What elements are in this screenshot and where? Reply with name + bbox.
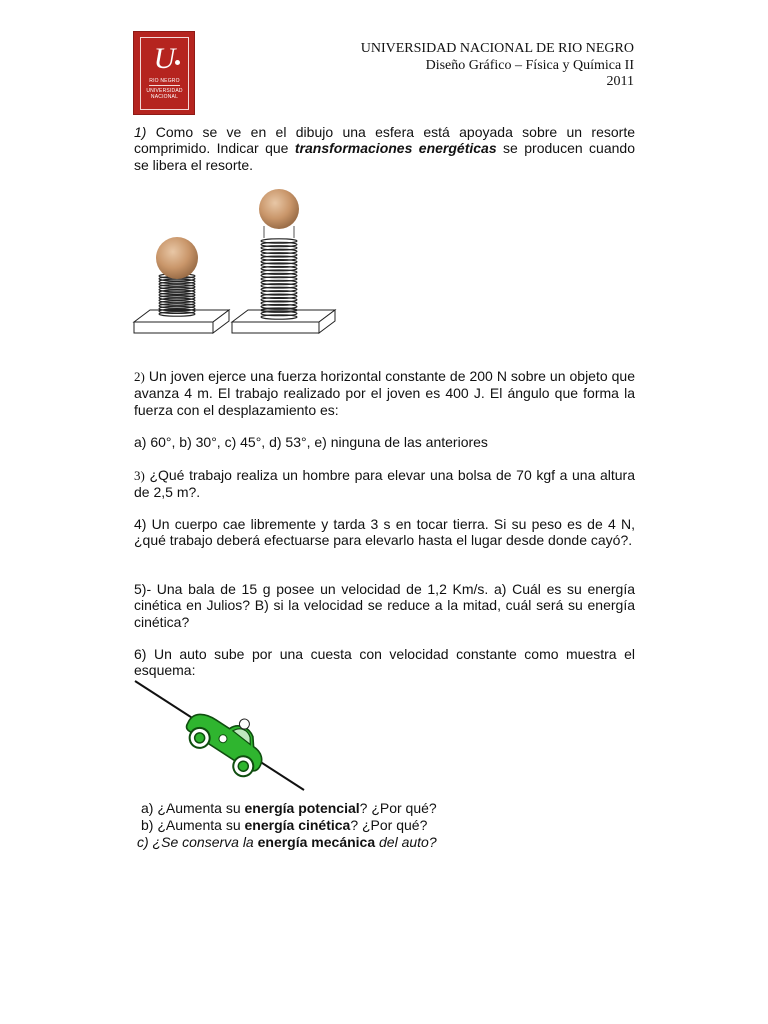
header-year: 2011 <box>606 74 634 89</box>
logo-frame <box>140 37 189 110</box>
logo-divider <box>149 85 180 86</box>
question-1-text-b: se producen cuando se libera el resorte. <box>134 140 635 173</box>
question-1-text-a: Como se ve en el dibujo una esfera está apoyada sobre un resorte comprimido. Indicar que <box>134 124 635 157</box>
question-6-a <box>141 800 437 816</box>
question-1 <box>134 124 635 173</box>
left-ball <box>156 237 198 279</box>
q6b-pre: b) ¿Aumenta su <box>141 817 245 833</box>
q6c-pre: c) ¿Se conserva la <box>137 834 258 850</box>
question-1-number: 1) <box>134 124 147 140</box>
question-1-bold: transformaciones energéticas <box>294 140 497 157</box>
logo-letter: U <box>153 42 176 75</box>
logo-text-universidad: UNIVERSIDAD <box>146 88 183 94</box>
q6b-bold: energía cinética <box>244 817 351 833</box>
question-6: 6) Un auto sube por una cuesta con velocidad constante como muestra el esquema: <box>134 646 635 679</box>
university-logo <box>133 31 195 115</box>
logo-text-rio-negro: RIO NEGRO <box>149 78 180 84</box>
question-3-text: ¿Qué trabajo realiza un hombre para elevar una bolsa de 70 kgf a una altura de 2,5 m?. <box>134 467 635 501</box>
question-4: 4) Un cuerpo cae libremente y tarda 3 s en tocar tierra. Si su peso es de 4 N, ¿qué trabajo deberá efectuarse para elevarlo hasta el lugar desde donde cayó?. <box>134 516 635 549</box>
header-course: Diseño Gráfico – Física y Química II <box>425 57 634 73</box>
logo-dot <box>175 60 180 65</box>
document-header <box>361 41 634 91</box>
q6a-post: ? ¿Por qué? <box>359 800 437 816</box>
question-5: 5)- Una bala de 15 g posee un velocidad de 1,2 Km/s. a) Cuál es su energía cinética en Julios? B) si la velocidad se reduce a la mitad, cuál será su energía cinética? <box>134 581 635 630</box>
q6c-bold: energía mecánica <box>257 834 376 850</box>
q6a-bold: energía potencial <box>244 800 360 816</box>
question-3-number: 3) <box>134 468 145 483</box>
question-6-b <box>141 817 427 833</box>
car-slope-figure <box>132 678 312 794</box>
q6c-post: del auto? <box>375 834 437 850</box>
q6a-pre: a) ¿Aumenta su <box>141 800 245 816</box>
right-ball <box>259 189 299 229</box>
green-car <box>179 694 277 783</box>
question-2-text: Un joven ejerce una fuerza horizontal constante de 200 N sobre un objeto que avanza 4 m. El trabajo realizado por el joven es 400 J. El ángulo que forma la fuerza con el desplazamiento es: <box>134 368 635 418</box>
q6b-post: ? ¿Por qué? <box>350 817 428 833</box>
released-spring <box>261 239 297 319</box>
header-university: UNIVERSIDAD NACIONAL DE RIO NEGRO <box>360 41 634 56</box>
question-2-options: a) 60°, b) 30°, c) 45°, d) 53°, e) ninguna de las anteriores <box>134 434 488 450</box>
question-2-number: 2) <box>134 369 145 384</box>
question-6-c <box>137 834 437 850</box>
right-base <box>232 310 335 333</box>
springs-figure <box>130 186 340 338</box>
logo-text-nacional: NACIONAL <box>150 94 179 100</box>
question-3 <box>134 467 635 501</box>
question-2 <box>134 368 635 418</box>
